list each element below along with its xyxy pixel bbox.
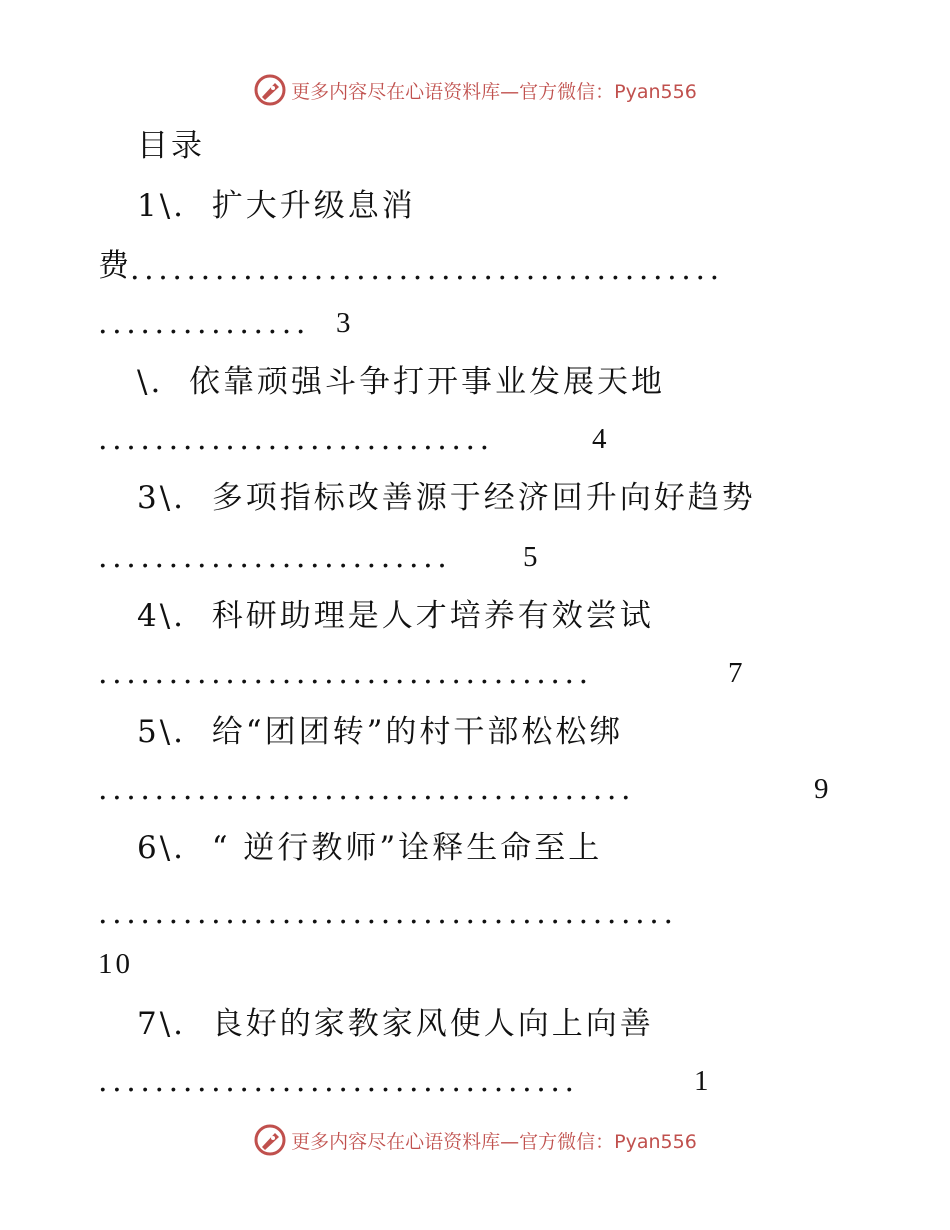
toc-entry-6-title[interactable]: 6\. “ 逆行教师”诠释生命至上 [137, 830, 603, 866]
toc-entry-3-title[interactable]: 3\. 多项指标改善源于经济回升向好趋势 [137, 480, 756, 516]
watermark-banner-bottom [0, 1120, 950, 1160]
toc-entry-2-title[interactable]: \. 依靠顽强斗争打开事业发展天地 [137, 364, 666, 400]
toc-entry-5-leader-dots: ...................................... [98, 772, 636, 807]
toc-entry-3-page-number[interactable]: 5 [523, 541, 538, 573]
pen-nib-logo-icon [253, 73, 287, 107]
watermark-text: 更多内容尽在心语资料库—官方微信：Pyan556 [291, 80, 697, 103]
watermark-text: 更多内容尽在心语资料库—官方微信：Pyan556 [291, 1130, 697, 1153]
toc-entry-1-page-number[interactable]: 3 [336, 307, 351, 339]
toc-entry-3-leader-dots: ......................... [98, 540, 452, 575]
toc-entry-6-leader-dots: ......................................... [98, 896, 678, 931]
toc-entry-2-leader-dots: ............................ [98, 422, 494, 457]
pen-nib-logo-icon [253, 1123, 287, 1157]
toc-entry-6-page-number[interactable]: 10 [98, 948, 133, 980]
toc-entry-1-title-continuation[interactable]: 费 [98, 248, 132, 284]
toc-entry-2-page-number[interactable]: 4 [592, 423, 607, 455]
toc-entry-7-leader-dots: .................................. [98, 1064, 579, 1099]
toc-entry-5-title[interactable]: 5\. 给“团团转”的村干部松松绑 [137, 714, 624, 750]
toc-entry-4-title[interactable]: 4\. 科研助理是人才培养有效尝试 [137, 598, 654, 634]
toc-entry-1-leader-dots-continued: ............... [98, 306, 311, 341]
watermark-banner-top [0, 70, 950, 110]
toc-heading: 目录 [137, 128, 205, 164]
toc-entry-5-page-number[interactable]: 9 [814, 773, 829, 805]
toc-entry-1-leader-dots: .......................................... [130, 252, 724, 287]
toc-entry-7-title[interactable]: 7\. 良好的家教家风使人向上向善 [137, 1006, 654, 1042]
toc-entry-1-title[interactable]: 1\. 扩大升级息消 [137, 188, 416, 224]
toc-entry-7-page-number[interactable]: 1 [694, 1065, 709, 1097]
toc-entry-4-leader-dots: ................................... [98, 656, 593, 691]
toc-entry-4-page-number[interactable]: 7 [728, 657, 743, 689]
